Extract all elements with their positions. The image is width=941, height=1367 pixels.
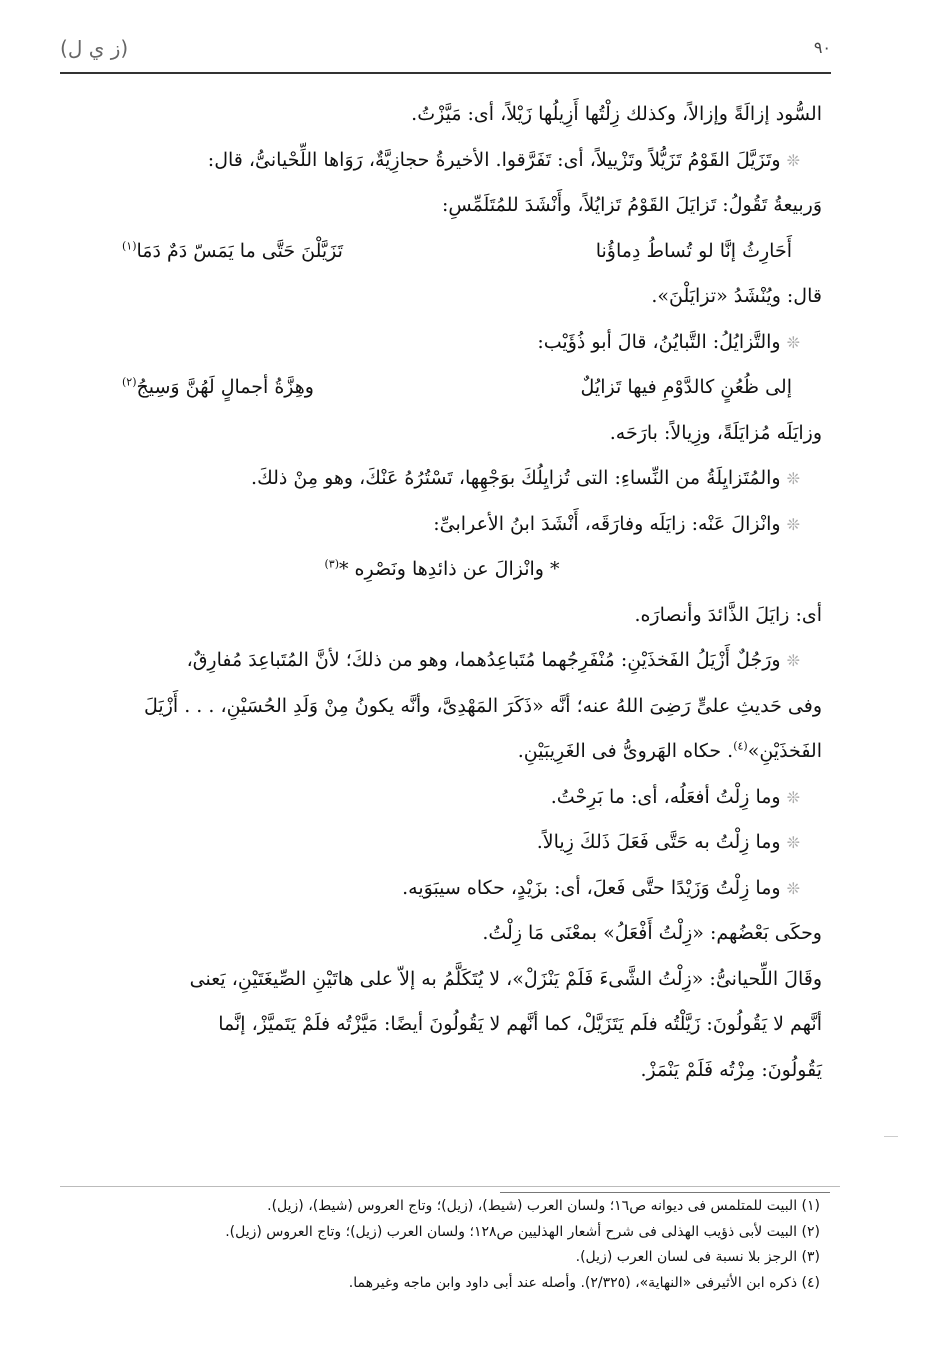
text-line: وفى حَديثِ علىٍّ رَضِىَ اللهُ عنه؛ أنَّه «ذَكَرَ المَهْدِىَّ، وأنَّه يكونُ مِنْ وَلَدِ الحُسَيْنِ، . . . أَزْيَلَ bbox=[144, 694, 822, 717]
footnote-ref: (٢) bbox=[122, 375, 137, 389]
verse-second-hemistich: وهِزَّةُ أجمالٍ لَهُنَّ وَسِيجُ$^{(٢)}$ bbox=[122, 375, 314, 398]
text-line: يَقُولُونَ: مِزْتُه فَلَمْ يَنْمَزْ. bbox=[640, 1058, 822, 1081]
text-line: ❊وما زِلْتُ وَزَيْدًا حتَّى فَعلَ، أى: بزَيْدٍ، حكاه سيبَوَيه. bbox=[402, 876, 800, 899]
footnote-separator bbox=[500, 1192, 830, 1193]
footnotes bbox=[220, 1194, 820, 1296]
running-head: (ز ي ل) bbox=[60, 36, 129, 60]
paragraph-marker-icon: ❊ bbox=[786, 332, 800, 352]
text-line: ❊وانْزالَ عَنْه: زايَلَه وفارَقَه، أَنْشَدَ ابنُ الأعرابىِّ: bbox=[433, 512, 800, 535]
verse-first-hemistich: أَحَارِثُ إنَّا لو تُساطُ دِماؤُنا bbox=[595, 239, 792, 262]
rajaz-verse: * وانْزالَ عن ذائدِها ونَصْرِه *$^{(٣)}$ bbox=[324, 557, 560, 580]
footnote-2: (٢) البيت لأبى ذؤيب الهذلى فى شرح أشعار الهذليين ص١٢٨؛ ولسان العرب (زيل)؛ وتاج العروس (زيل). bbox=[225, 1223, 820, 1240]
paragraph-marker-icon: ❊ bbox=[786, 787, 800, 807]
text-line: الفَخذَيْنِ»$^{(٤)}$. حكاه الهَروىُّ فى الغَرِيبَيْنِ. bbox=[517, 739, 822, 762]
text-line: أنَّهم لا يَقُولُونَ: زَيَّلْتُه فلَم يَتَزَيَّلْ، كما أنَّهم لا يَقُولُونَ أيضًا: مَيَّزْتُه فلَمْ يَتَميَّزْ، إنَّما bbox=[218, 1013, 822, 1035]
text-line: قال: ويُنْشَدُ «تزايَلْنَ». bbox=[651, 285, 822, 307]
paragraph-marker-icon: ❊ bbox=[786, 651, 800, 670]
verse-line bbox=[62, 229, 822, 275]
paragraph-marker-icon: ❊ bbox=[786, 514, 800, 534]
verse-second-hemistich: تَزَيَّلْنَ حَتَّى ما يَمَسّ دَمٌ دَمَا$^{(١)}$ bbox=[122, 239, 343, 262]
paragraph-marker-icon: ❊ bbox=[786, 469, 800, 488]
verse-first-hemistich: إلى ظُعُنٍ كالدَّوْمِ فيها تَزايُلٌ bbox=[580, 376, 792, 398]
text-line: وقَالَ اللِّحيانىُّ: «زِلْتُ الشَّىءَ فَلَمْ يَنْزَلْ»، لا يُتَكَلَّمُ به إلاّ على هاتَيْنِ الصِّيغَتَيْنِ، يَعنى bbox=[189, 967, 822, 990]
text-line: أى: زايَلَ الذَّائدَ وأنصارَه. bbox=[634, 603, 822, 626]
footnote-3: (٣) الرجز بلا نسبة فى لسان العرب (زيل). bbox=[575, 1249, 820, 1265]
text-line: ❊وتَزَيَّلَ القَوْمُ تَزَيُّلاً وتَزْييلاً، أى: تَفَرَّقوا. الأخيرةُ حجازِيَّةٌ، رَوَاها اللِّحْيانىُّ، قال: bbox=[207, 148, 800, 171]
header-rule bbox=[60, 72, 831, 74]
footnote-ref: (٤) bbox=[733, 739, 748, 753]
verse-line bbox=[62, 365, 822, 411]
paragraph-marker-icon: ❊ bbox=[786, 878, 800, 898]
text-line: ❊وما زِلْتُ أفعَلُه، أى: ما بَرِحْتُ. bbox=[550, 785, 800, 808]
margin-mark bbox=[884, 1136, 898, 1137]
page-bottom-rule bbox=[60, 1186, 840, 1187]
footnote-ref: (٣) bbox=[324, 557, 339, 571]
text-line: ❊والمُتَزايِلَةُ من النِّساءِ: التى تُزايِلُكَ بوَجْهِها، تَسْتُرُهُ عَنْكَ، وهو مِنْ ذلكَ. bbox=[251, 467, 800, 489]
paragraph-marker-icon: ❊ bbox=[786, 150, 800, 170]
page-number: ٩٠ bbox=[813, 38, 831, 57]
text-line: ❊والتَّزايُلُ: التَّبايُنُ، قالَ أبو ذُؤَيْب: bbox=[537, 330, 800, 353]
text-line: ❊وما زِلْتُ به حَتَّى فَعَلَ ذَلكَ زِيالاً. bbox=[536, 831, 800, 853]
page-header bbox=[60, 30, 831, 70]
text-line: السُّود إزالَةً وإزالاً، وكذلك زِلْتُها أَزِيلُها زَيْلاً، أى: مَيَّزْتُ. bbox=[411, 103, 822, 125]
main-text bbox=[62, 92, 822, 1093]
text-line: ❊ورَجُلٌ أَزْيَلُ الفَخذَيْنِ: مُنْفَرِجُهما مُتَباعِدُهما، وهو من ذلكَ؛ لأنَّ المُتَباعِدَ مُفارِقٌ، bbox=[186, 649, 800, 671]
paragraph-marker-icon: ❊ bbox=[786, 833, 800, 852]
footnote-ref: (١) bbox=[122, 239, 137, 253]
text-line: وزايَلَه مُزايَلَةً، وزِيالاً: بارَحَه. bbox=[609, 421, 822, 444]
text-line: وَربيعةُ تَقُولُ: تَزايَلَ القَوْمُ تَزايُلاً، وأَنْشَدَ للمُتَلَمِّسِ: bbox=[441, 194, 822, 216]
text-line: وحكَى بَعْضُهم: «زِلْتُ أَفْعَلُ» بمعْنَى مَا زِلْتُ. bbox=[482, 922, 822, 944]
footnote-4: (٤) ذكره ابن الأثيرفى «النهاية»، (٢/٣٢٥). وأصله عند أبى داود وابن ماجه وغيرهما. bbox=[348, 1274, 820, 1291]
footnote-1: (١) البيت للمتلمس فى ديوانه ص١٦؛ ولسان العرب (شيط)، (زيل)؛ وتاج العروس (شيط)، (زيل). bbox=[267, 1198, 820, 1214]
